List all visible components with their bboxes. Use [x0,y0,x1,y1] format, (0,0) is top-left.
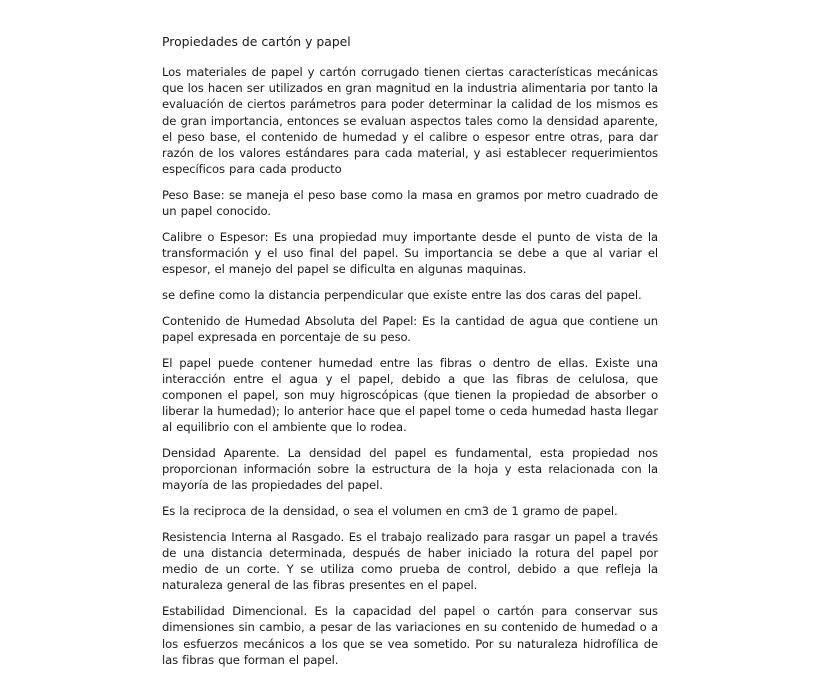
paragraph-peso-base: Peso Base: se maneja el peso base como la masa en gramos por metro cuadrado de un papel conocido. [162,187,658,219]
document-title: Propiedades de cartón y papel [162,34,351,49]
paragraph-calibre: Calibre o Espesor: Es una propiedad muy importante desde el punto de vista de la transformación y el uso final del papel. Su importancia se debe a que al variar el espesor, el manejo del papel se dificulta en algunas maquinas. [162,229,658,277]
document-page [162,34,658,678]
paragraph-calibre-definition: se define como la distancia perpendicular que existe entre las dos caras del papel. [162,287,642,302]
paragraph-densidad-reciproca: Es la reciproca de la densidad, o sea el volumen en cm3 de 1 gramo de papel. [162,504,618,519]
paragraph-rasgado: Resistencia Interna al Rasgado. Es el trabajo realizado para rasgar un papel a través de una distancia determinada, después de haber iniciado la rotura del papel por medio de un corte. Y se utiliza como prueba de control, debido a que refleja la naturaleza general de las fibras presentes en el papel. [162,529,658,593]
paragraph-intro: Los materiales de papel y cartón corrugado tienen ciertas características mecánicas que los hacen ser utilizados en gran magnitud en la industria alimentaria por tanto la evaluación de ciertos parámetros para poder determinar la calidad de los mismos es de gran importancia, entonces se evaluan aspectos tales como la densidad aparente, el peso base, el contenido de humedad y el calibre o espesor entre otras, para dar razón de los valores estándares para cada material, y asi establecer requerimientos específicos para cada producto [162,65,658,177]
paragraph-densidad: Densidad Aparente. La densidad del papel es fundamental, esta propiedad nos proporcionan información sobre la estructura de la hoja y esta relacionada con la mayoría de las propiedades del papel. [162,446,658,493]
paragraph-humedad: Contenido de Humedad Absoluta del Papel: Es la cantidad de agua que contiene un papel expresada en porcentaje de su peso. [162,313,658,344]
paragraph-estabilidad: Estabilidad Dimencional. Es la capacidad del papel o cartón para conservar sus dimensiones sin cambio, a pesar de las variaciones en su contenido de humedad o a los esfuerzos mecánicos a los que se vea sometido. Por su naturaleza hidrofílica de las fibras que forman el papel. [162,604,658,667]
paragraph-humedad-detail: El papel puede contener humedad entre las fibras o dentro de ellas. Existe una interacción entre el agua y el papel, debido a que las fibras de celulosa, que componen el papel, son muy higroscópicas (que tienen la propiedad de absorber o liberar la humedad); lo anterior hace que el papel tome o ceda humedad hasta llegar al equilibrio con el ambiente que lo rodea. [162,355,658,435]
